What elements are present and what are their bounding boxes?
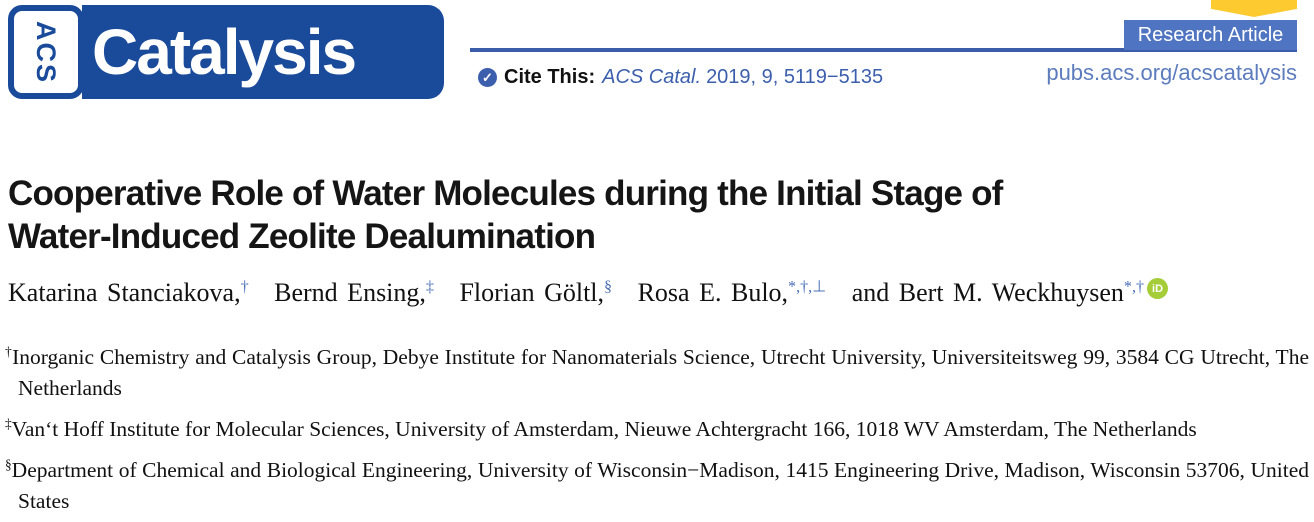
journal-logo xyxy=(8,5,444,99)
author-affiliation-marker: *,†,⊥ xyxy=(788,278,827,295)
affiliation-marker: § xyxy=(5,457,12,473)
cite-reference: 2019, 9, 5119−5135 xyxy=(706,66,884,88)
affiliation: §Department of Chemical and Biological Engineering, University of Wisconsin−Madison, 1415 Engineering Drive, Madison, Wisconsin 53706, United States xyxy=(5,457,1309,514)
author: and Bert M. Weckhuysen*,† iD xyxy=(852,278,1168,307)
author-affiliation-marker: † xyxy=(240,278,249,295)
author: Florian Göltl,§ xyxy=(459,277,613,307)
article-title-line2: Water-Induced Zeolite Dealumination xyxy=(8,217,596,256)
bookmark-ribbon-icon xyxy=(1211,0,1297,17)
article-type-label: Research Article xyxy=(1137,23,1284,46)
affiliation-marker: ‡ xyxy=(5,416,12,432)
author: Rosa E. Bulo,*,†,⊥ xyxy=(637,277,827,307)
author: Katarina Stanciakova,† xyxy=(8,277,249,307)
journal-logo-main xyxy=(82,5,444,99)
journal-url-link[interactable]: pubs.acs.org/acscatalysis xyxy=(1046,60,1297,85)
author-affiliation-marker: ‡ xyxy=(425,278,434,295)
journal-name: Catalysis xyxy=(92,16,356,88)
affiliation: ‡Van‘t Hoff Institute for Molecular Sciences, University of Amsterdam, Nieuwe Achtergracht 166, 1018 WV Amsterdam, The Netherlands xyxy=(5,416,1197,442)
affiliation: †Inorganic Chemistry and Catalysis Group, Debye Institute for Nanomaterials Science, Utrecht University, Universiteitsweg 99, 3584 CG Utrecht, The Netherlands xyxy=(5,344,1309,401)
article-title xyxy=(8,172,1308,258)
cite-check-icon: ✓ xyxy=(478,68,497,87)
author-list xyxy=(8,276,1308,308)
affiliation-marker: † xyxy=(5,344,13,359)
orcid-icon[interactable]: iD xyxy=(1147,278,1168,299)
author-affiliation-marker: § xyxy=(604,278,613,295)
cite-label: Cite This: xyxy=(504,66,596,88)
author: Bernd Ensing,‡ xyxy=(274,277,434,307)
author-affiliation-marker: *,† xyxy=(1123,278,1145,295)
cite-journal-abbrev: ACS Catal. xyxy=(602,66,702,88)
acs-logo-box xyxy=(8,5,84,99)
cite-this-link[interactable] xyxy=(478,66,883,89)
acs-logo-text: ACS xyxy=(31,20,62,84)
article-title-line1: Cooperative Role of Water Molecules during the Initial Stage of xyxy=(8,174,1003,213)
article-type-badge[interactable] xyxy=(1124,20,1297,50)
affiliation-list xyxy=(5,336,1309,521)
